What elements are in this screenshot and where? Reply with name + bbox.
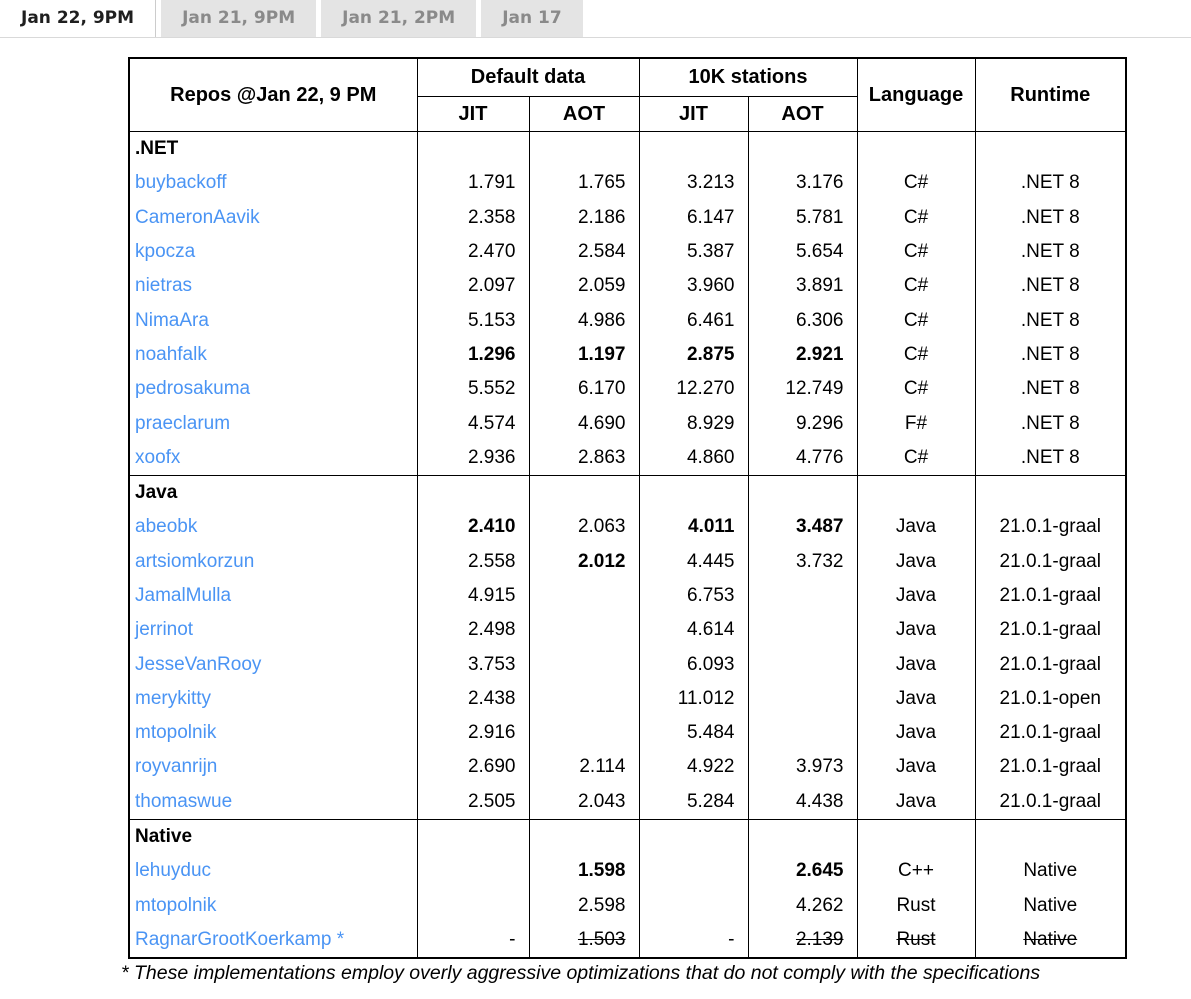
repo-cell [129,854,417,888]
jit-10k-cell: 6.093 [639,647,748,681]
jit-cell: 2.438 [417,682,529,716]
aot-cell: 2.584 [529,235,639,269]
runtime-cell: 21.0.1-graal [975,647,1126,681]
empty-cell [975,475,1126,510]
aot-cell: 2.043 [529,785,639,820]
table-row [129,545,1126,579]
language-cell: Java [857,510,975,544]
repo-cell [129,889,417,923]
jit-cell: 4.574 [417,406,529,440]
empty-cell [639,475,748,510]
empty-cell [639,132,748,167]
repo-cell [129,269,417,303]
empty-cell [857,475,975,510]
aot-cell [529,579,639,613]
runtime-cell: 21.0.1-graal [975,750,1126,784]
jit-cell: 1.296 [417,338,529,372]
runtime-cell: .NET 8 [975,269,1126,303]
aot-cell: 1.598 [529,854,639,888]
aot-10k-cell: 2.139 [748,923,857,958]
repo-link[interactable]: merykitty [135,687,211,709]
aot-cell: 4.986 [529,303,639,337]
language-cell: C# [857,372,975,406]
aot-10k-cell: 12.749 [748,372,857,406]
runtime-cell: .NET 8 [975,338,1126,372]
section-label: .NET [129,132,417,167]
runtime-cell: 21.0.1-graal [975,613,1126,647]
repo-link[interactable]: abeobk [135,516,198,538]
table-row [129,647,1126,681]
empty-cell [975,132,1126,167]
aot-10k-cell: 2.645 [748,854,857,888]
jit-cell: 5.153 [417,303,529,337]
repo-link[interactable]: jerrinot [135,619,194,641]
table-row [129,441,1126,476]
repo-link[interactable]: NimaAra [135,309,209,331]
repo-cell [129,201,417,235]
language-cell: Java [857,579,975,613]
table-row [129,372,1126,406]
language-cell: C# [857,338,975,372]
repo-link[interactable]: buybackoff [135,172,227,194]
header-language: Language [857,58,975,132]
language-cell: Java [857,545,975,579]
aot-cell [529,716,639,750]
empty-cell [417,132,529,167]
language-cell: Rust [857,923,975,958]
tab-jan-22-9pm[interactable]: Jan 22, 9PM [0,0,156,37]
jit-10k-cell: 5.387 [639,235,748,269]
jit-10k-cell: - [639,923,748,958]
aot-10k-cell [748,716,857,750]
language-cell: C++ [857,854,975,888]
table-row [129,269,1126,303]
repo-link[interactable]: artsiomkorzun [135,550,255,572]
jit-10k-cell: 4.445 [639,545,748,579]
section-row [129,475,1126,510]
language-cell: C# [857,303,975,337]
jit-cell: 3.753 [417,647,529,681]
section-label: Java [129,475,417,510]
jit-cell: 2.358 [417,201,529,235]
repo-cell [129,303,417,337]
aot-10k-cell: 4.776 [748,441,857,476]
table-row [129,923,1126,958]
runtime-cell: .NET 8 [975,372,1126,406]
aot-10k-cell: 3.732 [748,545,857,579]
jit-cell [417,889,529,923]
header-10k-stations: 10K stations [639,58,857,97]
jit-10k-cell: 5.484 [639,716,748,750]
jit-cell: 2.097 [417,269,529,303]
runtime-cell: Native [975,889,1126,923]
jit-10k-cell: 12.270 [639,372,748,406]
jit-10k-cell: 6.753 [639,579,748,613]
jit-cell [417,854,529,888]
repo-cell [129,338,417,372]
language-cell: F# [857,406,975,440]
footnote: * These implementations employ overly aggressive optimizations that do not comply with the specifications [121,962,1041,984]
runtime-cell: .NET 8 [975,166,1126,200]
runtime-cell: .NET 8 [975,303,1126,337]
runtime-cell: .NET 8 [975,441,1126,476]
jit-cell: 2.470 [417,235,529,269]
empty-cell [857,819,975,854]
jit-10k-cell: 6.147 [639,201,748,235]
header-jit-10k: JIT [639,97,748,132]
runtime-cell: 21.0.1-graal [975,510,1126,544]
jit-10k-cell: 4.614 [639,613,748,647]
section-row [129,132,1126,167]
aot-10k-cell [748,613,857,647]
aot-cell [529,647,639,681]
table-row [129,166,1126,200]
repo-link[interactable]: JesseVanRooy [135,653,262,675]
table-row [129,716,1126,750]
jit-10k-cell: 5.284 [639,785,748,820]
aot-10k-cell [748,579,857,613]
language-cell: C# [857,166,975,200]
tab-jan-21-9pm[interactable]: Jan 21, 9PM [161,0,316,37]
jit-10k-cell: 6.461 [639,303,748,337]
jit-10k-cell [639,854,748,888]
runtime-cell: 21.0.1-graal [975,579,1126,613]
jit-cell: 1.791 [417,166,529,200]
aot-cell: 4.690 [529,406,639,440]
repo-cell [129,441,417,476]
runtime-cell: 21.0.1-graal [975,716,1126,750]
empty-cell [529,819,639,854]
repo-cell [129,785,417,820]
jit-10k-cell: 4.860 [639,441,748,476]
jit-10k-cell: 11.012 [639,682,748,716]
section-label: Native [129,819,417,854]
runtime-cell: Native [975,923,1126,958]
aot-cell: 6.170 [529,372,639,406]
repo-cell [129,579,417,613]
empty-cell [417,475,529,510]
jit-cell: 5.552 [417,372,529,406]
aot-cell: 1.197 [529,338,639,372]
aot-cell: 2.012 [529,545,639,579]
jit-cell: - [417,923,529,958]
language-cell: Java [857,716,975,750]
aot-10k-cell [748,682,857,716]
jit-cell: 2.690 [417,750,529,784]
repo-link[interactable]: CameronAavik [135,206,260,228]
empty-cell [748,132,857,167]
language-cell: Java [857,785,975,820]
section-row [129,819,1126,854]
empty-cell [748,819,857,854]
repo-cell [129,166,417,200]
jit-10k-cell: 3.960 [639,269,748,303]
aot-cell: 2.598 [529,889,639,923]
aot-10k-cell: 3.973 [748,750,857,784]
jit-10k-cell [639,889,748,923]
aot-10k-cell: 2.921 [748,338,857,372]
header-aot-default: AOT [529,97,639,132]
aot-cell: 2.063 [529,510,639,544]
runtime-cell: 21.0.1-graal [975,785,1126,820]
table-row [129,303,1126,337]
language-cell: Java [857,682,975,716]
language-cell: C# [857,201,975,235]
table-row [129,889,1126,923]
aot-10k-cell: 6.306 [748,303,857,337]
repo-link[interactable]: RagnarGrootKoerkamp * [135,928,345,950]
aot-cell [529,682,639,716]
aot-10k-cell [748,647,857,681]
jit-10k-cell: 2.875 [639,338,748,372]
repo-link[interactable]: pedrosakuma [135,378,251,400]
table-row [129,338,1126,372]
aot-cell: 1.765 [529,166,639,200]
aot-cell: 2.114 [529,750,639,784]
aot-10k-cell: 9.296 [748,406,857,440]
jit-cell: 2.936 [417,441,529,476]
header-runtime: Runtime [975,58,1126,132]
aot-cell: 1.503 [529,923,639,958]
repo-cell [129,750,417,784]
repo-link[interactable]: praeclarum [135,412,231,434]
aot-10k-cell: 3.487 [748,510,857,544]
aot-cell: 2.059 [529,269,639,303]
jit-10k-cell: 8.929 [639,406,748,440]
repo-link[interactable]: nietras [135,275,193,297]
table-row [129,235,1126,269]
repo-link[interactable]: lehuyduc [135,860,212,882]
table-row [129,682,1126,716]
header-aot-10k: AOT [748,97,857,132]
tab-bar [0,0,1191,38]
empty-cell [529,475,639,510]
aot-10k-cell: 5.654 [748,235,857,269]
aot-10k-cell: 4.262 [748,889,857,923]
jit-10k-cell: 4.922 [639,750,748,784]
jit-10k-cell: 3.213 [639,166,748,200]
table-row [129,510,1126,544]
table-body [129,132,1126,959]
table-row [129,406,1126,440]
header-default-data: Default data [417,58,639,97]
empty-cell [857,132,975,167]
language-cell: C# [857,441,975,476]
table-row [129,579,1126,613]
language-cell: Java [857,613,975,647]
repo-cell [129,682,417,716]
jit-cell: 2.505 [417,785,529,820]
language-cell: C# [857,269,975,303]
language-cell: Rust [857,889,975,923]
table-row [129,750,1126,784]
repo-cell [129,372,417,406]
repo-link[interactable]: kpocza [135,241,196,263]
repo-cell [129,545,417,579]
repo-cell [129,510,417,544]
aot-10k-cell: 3.176 [748,166,857,200]
repo-link[interactable]: xoofx [135,446,181,468]
repo-cell [129,716,417,750]
tab-jan-21-2pm[interactable]: Jan 21, 2PM [321,0,476,37]
runtime-cell: .NET 8 [975,406,1126,440]
repo-link[interactable]: mtopolnik [135,894,217,916]
aot-10k-cell: 5.781 [748,201,857,235]
repo-link[interactable]: royvanrijn [135,756,218,778]
empty-cell [417,819,529,854]
repo-link[interactable]: JamalMulla [135,585,232,606]
empty-cell [639,819,748,854]
aot-cell [529,613,639,647]
aot-cell: 2.863 [529,441,639,476]
runtime-cell: Native [975,854,1126,888]
jit-cell: 2.916 [417,716,529,750]
aot-cell: 2.186 [529,201,639,235]
aot-10k-cell: 3.891 [748,269,857,303]
jit-10k-cell: 4.011 [639,510,748,544]
repo-cell [129,406,417,440]
tab-jan-17[interactable]: Jan 17 [481,0,582,37]
empty-cell [748,475,857,510]
repo-link[interactable]: thomaswue [135,790,233,812]
empty-cell [975,819,1126,854]
benchmark-table [128,57,1127,959]
table-row [129,785,1126,820]
repo-cell [129,923,417,958]
runtime-cell: .NET 8 [975,201,1126,235]
jit-cell: 2.558 [417,545,529,579]
aot-10k-cell: 4.438 [748,785,857,820]
jit-cell: 2.410 [417,510,529,544]
language-cell: Java [857,750,975,784]
runtime-cell: .NET 8 [975,235,1126,269]
repo-cell [129,235,417,269]
repo-link[interactable]: noahfalk [135,343,207,365]
jit-cell: 4.915 [417,579,529,613]
header-repos: Repos @Jan 22, 9 PM [129,58,417,132]
header-jit-default: JIT [417,97,529,132]
runtime-cell: 21.0.1-open [975,682,1126,716]
repo-cell [129,613,417,647]
language-cell: Java [857,647,975,681]
table-row [129,854,1126,888]
runtime-cell: 21.0.1-graal [975,545,1126,579]
table-row [129,613,1126,647]
language-cell: C# [857,235,975,269]
repo-cell [129,647,417,681]
repo-link[interactable]: mtopolnik [135,722,217,744]
jit-cell: 2.498 [417,613,529,647]
table-row [129,201,1126,235]
empty-cell [529,132,639,167]
